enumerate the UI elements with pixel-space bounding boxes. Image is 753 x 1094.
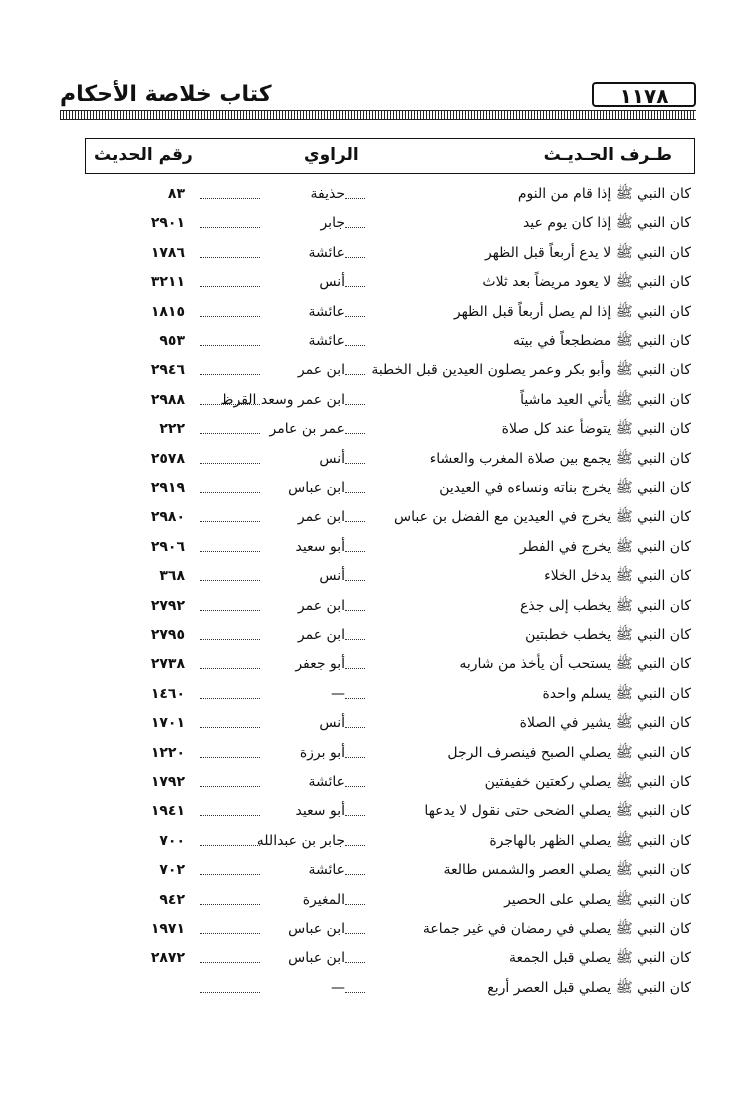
hadith-text: كان النبي ﷺ إذا كان يوم عيد bbox=[522, 215, 691, 232]
hadith-text: كان النبي ﷺ يدخل الخلاء bbox=[544, 568, 691, 585]
hadith-number: ٢٩٠١ bbox=[150, 215, 185, 232]
table-row bbox=[0, 652, 753, 676]
hadith-number: ٢٨٧٢ bbox=[150, 950, 185, 967]
table-row bbox=[0, 770, 753, 794]
hadith-number: ٢٩١٩ bbox=[150, 480, 185, 496]
hadith-text: كان النبي ﷺ يصلي الضحى حتى نقول لا يدعها bbox=[424, 803, 691, 820]
narrator-name: ابن عمر bbox=[297, 362, 345, 379]
hadith-number: ١٧٠١ bbox=[150, 715, 185, 732]
hadith-number: ٣٦٨ bbox=[159, 568, 185, 585]
hadith-number: ٢٥٧٨ bbox=[150, 450, 185, 467]
narrator-name: أنس bbox=[319, 450, 345, 467]
table-row bbox=[0, 594, 753, 618]
hadith-number: ١٤٦٠ bbox=[150, 685, 185, 702]
narrator-name: أنس bbox=[319, 274, 345, 291]
narrator-name: — bbox=[331, 685, 345, 702]
hadith-text: كان النبي ﷺ يخرج في العيدين مع الفضل بن عباس bbox=[394, 509, 691, 526]
hadith-text: كان النبي ﷺ يصلي ركعتين خفيفتين bbox=[484, 774, 691, 790]
narrator-name: ابن عباس bbox=[288, 921, 345, 937]
narrator-name: حذيفة bbox=[310, 186, 345, 202]
table-row bbox=[0, 976, 753, 1000]
hadith-text: كان النبي ﷺ يصلي قبل الجمعة bbox=[508, 950, 691, 967]
hadith-text: كان النبي ﷺ يخطب خطبتين bbox=[525, 627, 691, 643]
hadith-number: ٨٣ bbox=[167, 186, 185, 202]
narrator-name: عمر بن عامر bbox=[269, 421, 345, 438]
hadith-text: كان النبي ﷺ يشير في الصلاة bbox=[519, 715, 691, 732]
narrator-name: أبو جعفر bbox=[295, 656, 345, 673]
hadith-text: كان النبي ﷺ يصلي الظهر بالهاجرة bbox=[489, 832, 691, 849]
narrator-name: جابر bbox=[320, 215, 345, 232]
table-row bbox=[0, 917, 753, 941]
table-row bbox=[0, 211, 753, 235]
narrator-name: ابن عمر bbox=[297, 627, 345, 643]
narrator-name: أبو سعيد bbox=[295, 803, 345, 820]
column-header bbox=[85, 138, 695, 174]
table-row bbox=[0, 270, 753, 294]
hadith-number: ٣٢١١ bbox=[150, 274, 185, 291]
hadith-text: كان النبي ﷺ يسلم واحدة bbox=[542, 685, 691, 702]
hadith-text: كان النبي ﷺ لا يعود مريضاً بعد ثلاث bbox=[482, 274, 691, 291]
hadith-text: كان النبي ﷺ يصلي على الحصير bbox=[504, 891, 691, 908]
hadith-text: كان النبي ﷺ إذا لم يصل أربعاً قبل الظهر bbox=[453, 303, 691, 320]
hadith-number: ٢٩٨٨ bbox=[150, 391, 185, 408]
table-row bbox=[0, 829, 753, 853]
narrator-name: ابن عباس bbox=[288, 480, 345, 496]
narrator-name: أبو سعيد bbox=[295, 538, 345, 555]
table-row bbox=[0, 682, 753, 706]
hadith-text: كان النبي ﷺ يخرج في الفطر bbox=[519, 538, 691, 555]
table-row bbox=[0, 799, 753, 823]
hadith-text: كان النبي ﷺ يصلي قبل العصر أربع bbox=[487, 979, 691, 996]
table-row bbox=[0, 711, 753, 735]
hadith-number: ٢٧٩٢ bbox=[150, 597, 185, 614]
hadith-number: ٩٤٢ bbox=[159, 891, 185, 908]
table-row bbox=[0, 300, 753, 324]
hadith-number: ٢٩٨٠ bbox=[150, 509, 185, 526]
column-number-label: رقم الحديث bbox=[94, 145, 193, 165]
narrator-name: أنس bbox=[319, 568, 345, 585]
narrator-name: عائشة bbox=[308, 244, 345, 261]
column-narrator-label: الراوي bbox=[304, 145, 359, 165]
table-row bbox=[0, 329, 753, 353]
hadith-number: ٢٩٤٦ bbox=[150, 362, 185, 379]
page-number: ١١٧٨ bbox=[592, 82, 696, 107]
hadith-text: كان النبي ﷺ لا يدع أربعاً قبل الظهر bbox=[484, 244, 691, 261]
narrator-name: عائشة bbox=[308, 862, 345, 879]
hadith-number: ١٨١٥ bbox=[150, 303, 185, 320]
hadith-text: كان النبي ﷺ يصلي في رمضان في غير جماعة bbox=[422, 921, 691, 937]
hadith-number: ٢٩٠٦ bbox=[150, 538, 185, 555]
table-row bbox=[0, 535, 753, 559]
hadith-text: كان النبي ﷺ وأبو بكر وعمر يصلون العيدين قبل الخطبة bbox=[371, 362, 691, 379]
table-row bbox=[0, 447, 753, 471]
hadith-number: ٢٢٢ bbox=[159, 421, 185, 438]
column-hadith-label: طـرف الحـديـث bbox=[543, 145, 672, 165]
hadith-number: ١٩٧١ bbox=[150, 921, 185, 937]
hadith-text: كان النبي ﷺ يصلي العصر والشمس طالعة bbox=[443, 862, 691, 879]
narrator-name: عائشة bbox=[308, 774, 345, 790]
table-row bbox=[0, 623, 753, 647]
hadith-number: ٩٥٣ bbox=[159, 333, 185, 349]
hadith-text: كان النبي ﷺ يخطب إلى جذع bbox=[520, 597, 691, 614]
table-row bbox=[0, 388, 753, 412]
hadith-number: ١٩٤١ bbox=[150, 803, 185, 820]
narrator-name: عائشة bbox=[308, 333, 345, 349]
narrator-name: ابن عمر bbox=[297, 509, 345, 526]
table-row bbox=[0, 858, 753, 882]
page-header bbox=[60, 82, 690, 122]
narrator-name: جابر بن عبدالله bbox=[256, 832, 345, 849]
hadith-number: ٢٧٣٨ bbox=[150, 656, 185, 673]
narrator-name: المغيرة bbox=[302, 891, 345, 908]
table-row bbox=[0, 182, 753, 206]
hadith-number: ٧٠٠ bbox=[159, 832, 185, 849]
narrator-name: ابن عباس bbox=[288, 950, 345, 967]
table-row bbox=[0, 505, 753, 529]
table-row bbox=[0, 241, 753, 265]
book-title: كتاب خلاصة الأحكام bbox=[60, 82, 272, 107]
table-row bbox=[0, 564, 753, 588]
hadith-number: ١٢٢٠ bbox=[150, 744, 185, 761]
narrator-name: أنس bbox=[319, 715, 345, 732]
hadith-text: كان النبي ﷺ يأتي العيد ماشياً bbox=[520, 391, 691, 408]
hadith-text: كان النبي ﷺ يجمع بين صلاة المغرب والعشاء bbox=[429, 450, 691, 467]
table-row bbox=[0, 417, 753, 441]
hadith-text: كان النبي ﷺ مضطجعاً في بيته bbox=[512, 333, 691, 349]
narrator-name: ابن عمر وسعد القرظ bbox=[220, 391, 345, 408]
table-row bbox=[0, 741, 753, 765]
hadith-text: كان النبي ﷺ يخرج بناته ونساءه في العيدين bbox=[439, 480, 691, 496]
hadith-number: ٢٧٩٥ bbox=[150, 627, 185, 643]
header-rule bbox=[60, 110, 696, 120]
table-row bbox=[0, 888, 753, 912]
table-row bbox=[0, 476, 753, 500]
hadith-number: ١٧٨٦ bbox=[150, 244, 185, 261]
hadith-text: كان النبي ﷺ يصلي الصبح فينصرف الرجل bbox=[447, 744, 691, 761]
hadith-text: كان النبي ﷺ إذا قام من النوم bbox=[517, 186, 691, 202]
narrator-name: عائشة bbox=[308, 303, 345, 320]
table-row bbox=[0, 946, 753, 970]
hadith-number: ١٧٩٢ bbox=[150, 774, 185, 790]
hadith-text: كان النبي ﷺ يتوضأ عند كل صلاة bbox=[501, 421, 691, 438]
hadith-text: كان النبي ﷺ يستحب أن يأخذ من شاربه bbox=[459, 656, 691, 673]
narrator-name: — bbox=[331, 979, 345, 996]
hadith-number: ٧٠٢ bbox=[159, 862, 185, 879]
hadith-number bbox=[95, 976, 185, 1000]
table-row bbox=[0, 358, 753, 382]
narrator-name: ابن عمر bbox=[297, 597, 345, 614]
narrator-name: أبو برزة bbox=[299, 744, 345, 761]
